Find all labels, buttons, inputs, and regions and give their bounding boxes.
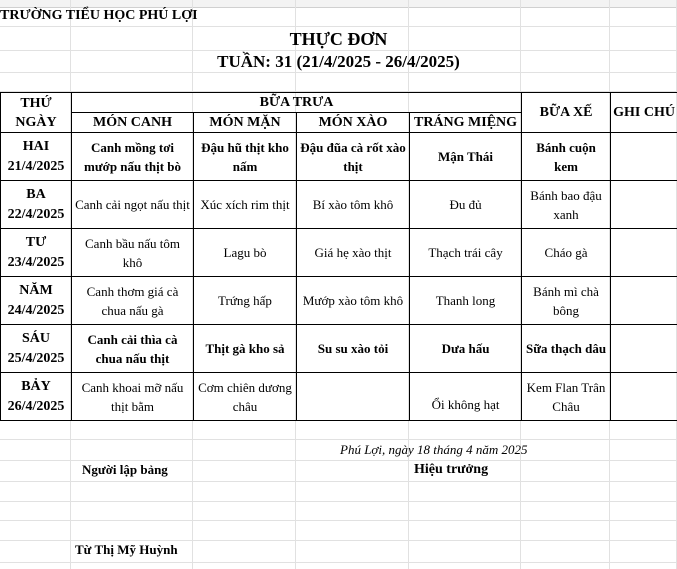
table-row bbox=[1, 325, 677, 373]
snack-cell: Bánh cuộn kem bbox=[522, 133, 611, 181]
grid-row-line bbox=[0, 460, 677, 461]
stirfry-cell: Mướp xào tôm khô bbox=[297, 277, 410, 325]
soup-cell: Canh khoai mỡ nấu thịt bằm bbox=[72, 373, 194, 421]
dessert-cell: Đu đủ bbox=[410, 181, 522, 229]
day-date: 24/4/2025 bbox=[7, 302, 65, 318]
salty-cell: Thịt gà kho sả bbox=[194, 325, 297, 373]
dessert-header: TRÁNG MIỆNG bbox=[410, 113, 522, 133]
day-cell bbox=[1, 373, 72, 421]
grid-row-line bbox=[0, 26, 677, 27]
table-row bbox=[1, 181, 677, 229]
salty-cell: Đậu hũ thịt kho nấm bbox=[194, 133, 297, 181]
day-name: SÁU bbox=[21, 330, 50, 346]
day-header-cell bbox=[1, 93, 72, 133]
day-date: 25/4/2025 bbox=[7, 350, 65, 366]
day-header-line1: THỨ bbox=[20, 95, 52, 111]
stirfry-cell: Su su xào tỏi bbox=[297, 325, 410, 373]
stirfry-cell: Bí xào tôm khô bbox=[297, 181, 410, 229]
day-name: NĂM bbox=[19, 282, 53, 298]
soup-cell: Canh cải thìa cà chua nấu thịt bbox=[72, 325, 194, 373]
day-cell bbox=[1, 325, 72, 373]
stirfry-cell: Giá hẹ xào thịt bbox=[297, 229, 410, 277]
principal-label: Hiệu trưởng bbox=[414, 462, 489, 477]
stirfry-header: MÓN XÀO bbox=[297, 113, 410, 133]
table-row bbox=[1, 229, 677, 277]
snack-cell: Kem Flan Trân Châu bbox=[522, 373, 611, 421]
dessert-cell: Ổi không hạt bbox=[410, 373, 522, 421]
grid-row-line bbox=[0, 481, 677, 482]
note-cell bbox=[611, 229, 677, 277]
snack-cell: Sữa thạch dâu bbox=[522, 325, 611, 373]
day-date: 22/4/2025 bbox=[7, 206, 65, 222]
salty-cell: Cơm chiên dương châu bbox=[194, 373, 297, 421]
menu-table bbox=[0, 92, 677, 421]
week-range: TUẦN: 31 (21/4/2025 - 26/4/2025) bbox=[217, 52, 460, 71]
grid-row-line bbox=[0, 72, 677, 73]
day-name: BA bbox=[26, 186, 46, 202]
soup-cell: Canh mồng tơi mướp nấu thịt bò bbox=[72, 133, 194, 181]
dessert-cell: Mận Thái bbox=[410, 133, 522, 181]
day-header-line2: NGÀY bbox=[15, 114, 57, 130]
day-cell bbox=[1, 277, 72, 325]
dessert-cell: Thạch trái cây bbox=[410, 229, 522, 277]
grid-row-line bbox=[0, 562, 677, 563]
salty-cell: Trứng hấp bbox=[194, 277, 297, 325]
stirfry-cell: Đậu đũa cà rốt xào thịt bbox=[297, 133, 410, 181]
table-row bbox=[1, 373, 677, 421]
school-name: TRƯỜNG TIỂU HỌC PHÚ LỢI bbox=[0, 8, 198, 23]
soup-header: MÓN CANH bbox=[72, 113, 194, 133]
salty-cell: Lagu bò bbox=[194, 229, 297, 277]
table-row bbox=[1, 133, 677, 181]
day-cell bbox=[1, 181, 72, 229]
grid-row-line bbox=[0, 439, 677, 440]
soup-cell: Canh thơm giá cà chua nấu gà bbox=[72, 277, 194, 325]
header-row bbox=[1, 93, 677, 113]
preparer-label: Người lập bảng bbox=[82, 462, 168, 477]
day-name: BẢY bbox=[21, 378, 51, 394]
lunch-header: BỮA TRƯA bbox=[72, 93, 522, 113]
snack-cell: Cháo gà bbox=[522, 229, 611, 277]
soup-cell: Canh bầu nấu tôm khô bbox=[72, 229, 194, 277]
soup-cell: Canh cải ngọt nấu thịt bbox=[72, 181, 194, 229]
day-cell bbox=[1, 229, 72, 277]
grid-row-line bbox=[0, 540, 677, 541]
day-date: 21/4/2025 bbox=[7, 158, 65, 174]
note-header: GHI CHÚ bbox=[611, 93, 677, 133]
dessert-cell: Dưa hấu bbox=[410, 325, 522, 373]
note-cell bbox=[611, 133, 677, 181]
snack-header: BỮA XẾ bbox=[522, 93, 611, 133]
note-cell bbox=[611, 277, 677, 325]
snack-cell: Bánh mì chà bông bbox=[522, 277, 611, 325]
grid-row-line bbox=[0, 501, 677, 502]
day-name: TƯ bbox=[25, 234, 47, 250]
preparer-name: Từ Thị Mỹ Huỳnh bbox=[75, 542, 178, 557]
note-cell bbox=[611, 325, 677, 373]
menu-title: THỰC ĐƠN bbox=[289, 29, 388, 49]
grid-row-line bbox=[0, 50, 677, 51]
table-row bbox=[1, 277, 677, 325]
dessert-cell: Thanh long bbox=[410, 277, 522, 325]
salty-cell: Xúc xích rim thịt bbox=[194, 181, 297, 229]
day-date: 23/4/2025 bbox=[7, 254, 65, 270]
place-date: Phú Lợi, ngày 18 tháng 4 năm 2025 bbox=[340, 442, 528, 457]
note-cell bbox=[611, 181, 677, 229]
day-name: HAI bbox=[22, 138, 50, 154]
day-cell bbox=[1, 133, 72, 181]
day-date: 26/4/2025 bbox=[7, 398, 65, 414]
salty-header: MÓN MẶN bbox=[194, 113, 297, 133]
snack-cell: Bánh bao đậu xanh bbox=[522, 181, 611, 229]
column-header-bar bbox=[0, 0, 677, 8]
stirfry-cell bbox=[297, 373, 410, 421]
grid-row-line bbox=[0, 520, 677, 521]
note-cell bbox=[611, 373, 677, 421]
